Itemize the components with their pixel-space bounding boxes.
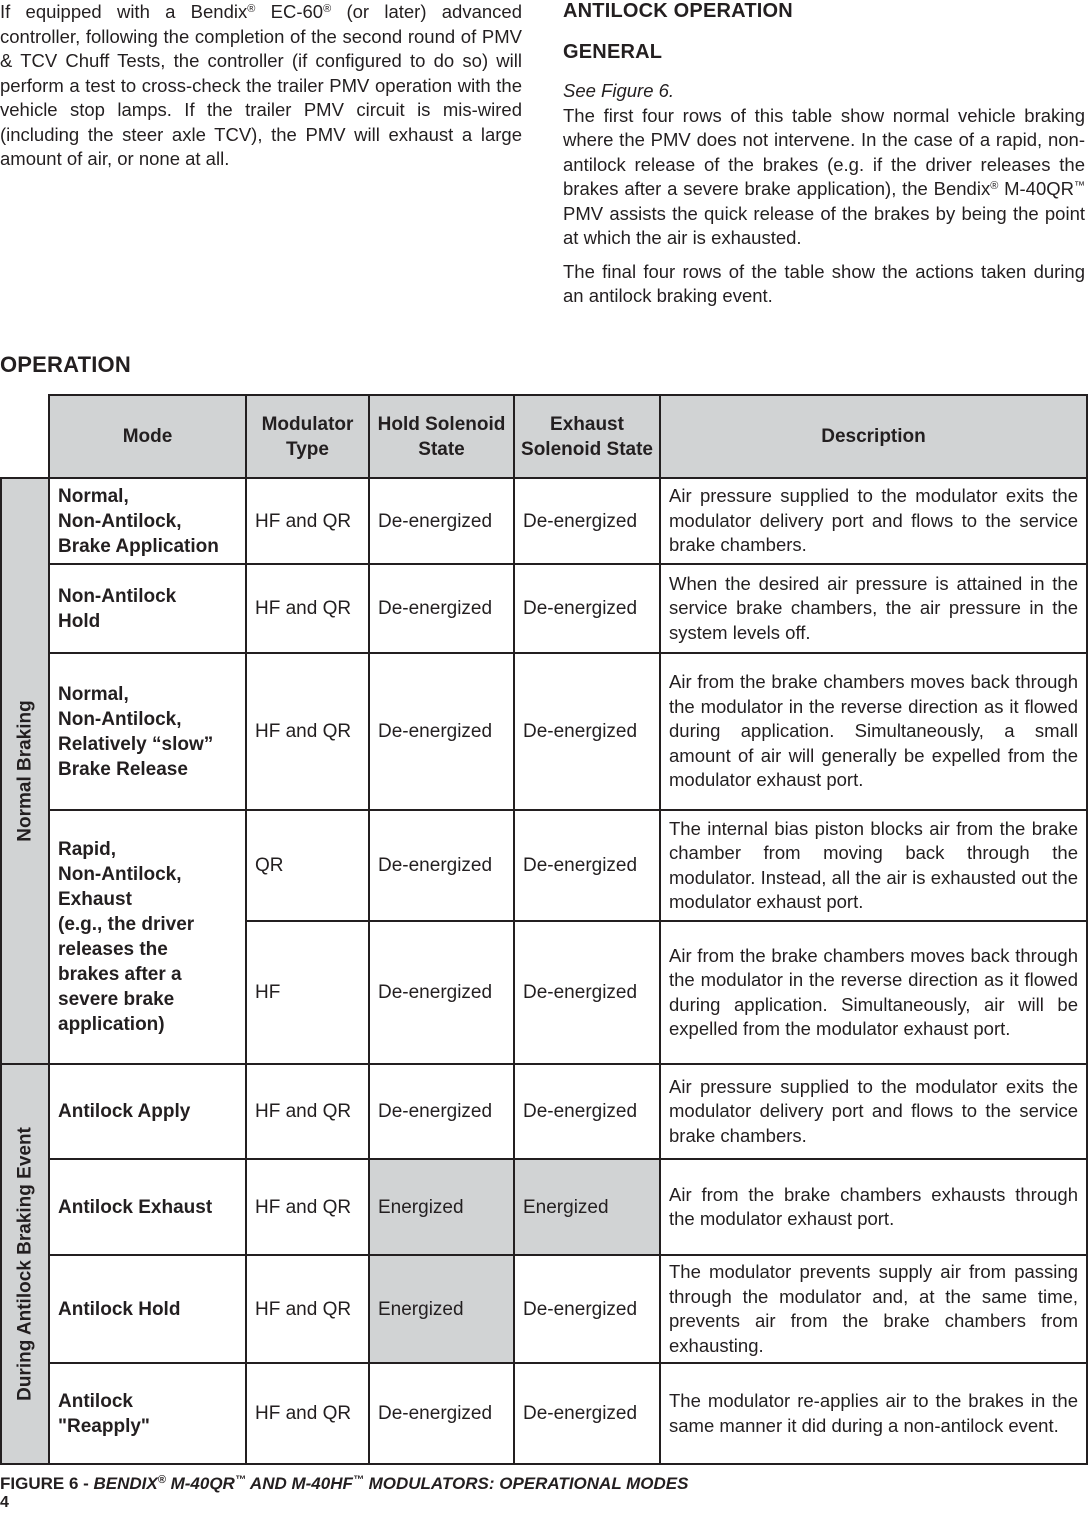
- description-cell: Air from the brake chambers exhausts through the modulator exhaust port.: [660, 1159, 1087, 1255]
- header-description: Description: [660, 395, 1087, 478]
- exhaust-state-cell: Energized: [514, 1159, 660, 1255]
- exhaust-state-cell: De-energized: [514, 478, 660, 564]
- table-row: [1, 478, 1087, 564]
- modulator-type-cell: HF: [246, 921, 369, 1064]
- mode-cell: Antilock Exhaust: [49, 1159, 246, 1255]
- header-modulator-type: Modulator Type: [246, 395, 369, 478]
- operation-table: [0, 394, 1088, 1465]
- hold-state-cell: De-energized: [369, 653, 514, 810]
- caption-text-2: M-40QR: [165, 1474, 235, 1493]
- mode-cell: Normal, Non-Antilock, Brake Application: [49, 478, 246, 564]
- exhaust-state-cell: De-energized: [514, 564, 660, 653]
- registered-mark: ®: [990, 180, 999, 192]
- table-row: [1, 1159, 1087, 1255]
- trademark-mark: ™: [1074, 180, 1085, 192]
- mode-cell: Non-Antilock Hold: [49, 564, 246, 653]
- hold-state-cell: Energized: [369, 1255, 514, 1363]
- antilock-paragraph-1: [563, 104, 1085, 251]
- table-row: [1, 1363, 1087, 1464]
- group-antilock-event: [1, 1064, 49, 1464]
- hold-state-cell: De-energized: [369, 810, 514, 921]
- antilock-para1-text-b: M-40QR: [998, 178, 1074, 199]
- general-subtitle: GENERAL: [563, 41, 663, 63]
- intro-text-2: EC-60: [255, 1, 324, 22]
- exhaust-state-cell: De-energized: [514, 1255, 660, 1363]
- registered-mark: ®: [247, 3, 256, 15]
- antilock-para1-text-c: PMV assists the quick release of the brakes by being the point at which the air is exhausted.: [563, 202, 1085, 248]
- registered-mark: ®: [157, 1474, 166, 1486]
- exhaust-state-cell: De-energized: [514, 653, 660, 810]
- intro-text-3: (or later) advanced controller, following the completion of the second round of PMV & TCV Chuff Tests, the controller (if configured to do so) will perform a test to cross-check the trailer PMV operation with the vehicle stop lamps. If the trailer PMV circuit is mis-wired (including the steer axle TCV), the PMV will exhaust a large amount of air, or none at all.: [0, 1, 522, 169]
- group-normal-braking: [1, 478, 49, 1064]
- hold-state-cell: De-energized: [369, 1363, 514, 1464]
- header-hold-solenoid: Hold Solenoid State: [369, 395, 514, 478]
- modulator-type-cell: HF and QR: [246, 653, 369, 810]
- table-row: [1, 653, 1087, 810]
- caption-title: [94, 1474, 689, 1493]
- modulator-type-cell: HF and QR: [246, 564, 369, 653]
- trademark-mark: ™: [234, 1474, 246, 1486]
- description-cell: Air from the brake chambers moves back through the modulator in the reverse direction as it flowed during application. Simultaneously, air will be expelled from the modulator exhaust port.: [660, 921, 1087, 1064]
- table-row: [1, 564, 1087, 653]
- operation-heading: OPERATION: [0, 352, 131, 377]
- hold-state-cell: De-energized: [369, 478, 514, 564]
- description-cell: Air pressure supplied to the modulator exits the modulator delivery port and flows to the service brake chambers.: [660, 1064, 1087, 1159]
- modulator-type-cell: HF and QR: [246, 1064, 369, 1159]
- hold-state-cell: De-energized: [369, 1064, 514, 1159]
- exhaust-state-cell: De-energized: [514, 1363, 660, 1464]
- modulator-type-cell: HF and QR: [246, 478, 369, 564]
- description-cell: Air from the brake chambers moves back through the modulator in the reverse direction as it flowed during application. Simultaneously, a small amount of air will generally be expelled from the modulator exhaust port.: [660, 653, 1087, 810]
- exhaust-state-cell: De-energized: [514, 810, 660, 921]
- mode-cell: Antilock Apply: [49, 1064, 246, 1159]
- exhaust-state-cell: De-energized: [514, 921, 660, 1064]
- header-blank-cell: [1, 395, 49, 478]
- exhaust-state-cell: De-energized: [514, 1064, 660, 1159]
- modulator-type-cell: HF and QR: [246, 1363, 369, 1464]
- antilock-section: [563, 0, 1085, 309]
- page-number: 4: [0, 1494, 9, 1511]
- caption-text-1: BENDIX: [93, 1474, 158, 1493]
- header-mode: Mode: [49, 395, 246, 478]
- table-row: [1, 1255, 1087, 1363]
- header-exhaust-solenoid: Exhaust Solenoid State: [514, 395, 660, 478]
- group-label-normal: Normal Braking: [14, 700, 36, 842]
- modulator-type-cell: HF and QR: [246, 1159, 369, 1255]
- antilock-title: ANTILOCK OPERATION: [563, 0, 793, 22]
- figure-caption: [0, 1474, 688, 1494]
- intro-paragraph: [0, 0, 522, 172]
- modulator-type-cell: QR: [246, 810, 369, 921]
- registered-mark: ®: [323, 3, 332, 15]
- caption-text-4: MODULATORS: OPERATIONAL MODES: [363, 1474, 689, 1493]
- mode-cell: Normal, Non-Antilock, Relatively “slow” Brake Release: [49, 653, 246, 810]
- modulator-type-cell: HF and QR: [246, 1255, 369, 1363]
- description-cell: When the desired air pressure is attained in the service brake chambers, the air pressure in the system levels off.: [660, 564, 1087, 653]
- table-header-row: [1, 395, 1087, 478]
- mode-cell: Antilock Hold: [49, 1255, 246, 1363]
- table-row: [1, 810, 1087, 921]
- hold-state-cell: De-energized: [369, 921, 514, 1064]
- hold-state-cell: Energized: [369, 1159, 514, 1255]
- trademark-mark: ™: [352, 1474, 364, 1486]
- description-cell: The modulator prevents supply air from passing through the modulator and, at the same time, prevents air from the brake chambers from exhausting.: [660, 1255, 1087, 1363]
- intro-text-1: If equipped with a Bendix: [0, 1, 248, 22]
- see-figure-ref: See Figure 6.: [563, 80, 675, 101]
- antilock-paragraph-2: The final four rows of the table show the actions taken during an antilock braking event.: [563, 260, 1085, 306]
- mode-cell: Antilock "Reapply": [49, 1363, 246, 1464]
- mode-cell: Rapid, Non-Antilock, Exhaust (e.g., the driver releases the brakes after a severe brake application): [49, 810, 246, 1064]
- description-cell: Air pressure supplied to the modulator exits the modulator delivery port and flows to the service brake chambers.: [660, 478, 1087, 564]
- hold-state-cell: De-energized: [369, 564, 514, 653]
- description-cell: The internal bias piston blocks air from the brake chamber from moving back through the modulator. Instead, all the air is exhausted out the modulator exhaust port.: [660, 810, 1087, 921]
- group-label-antilock: During Antilock Braking Event: [14, 1127, 36, 1401]
- table-row: [1, 1064, 1087, 1159]
- antilock-para1-text-a: The first four rows of this table show normal vehicle braking where the PMV does not intervene. In the case of a rapid, non-antilock release of the brakes (e.g. if the driver releases the brakes after a severe brake application), the Bendix: [563, 104, 1085, 199]
- caption-prefix: FIGURE 6 -: [0, 1474, 94, 1493]
- caption-text-3: AND M-40HF: [245, 1474, 353, 1493]
- description-cell: The modulator re-applies air to the brakes in the same manner it did during a non-antilock event.: [660, 1363, 1087, 1464]
